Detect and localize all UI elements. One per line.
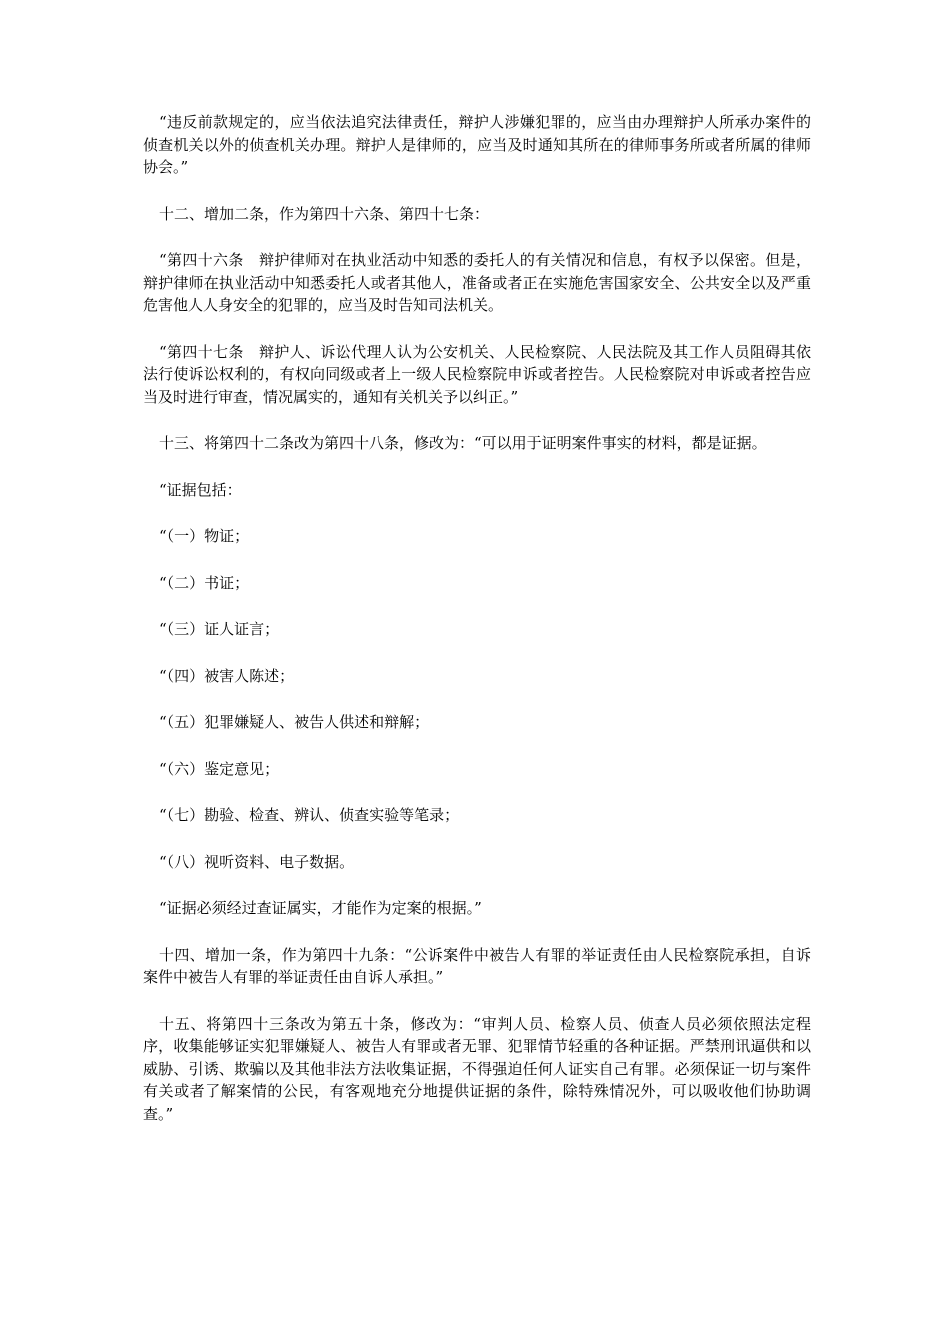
paragraph-item-15: 十五、将第四十三条改为第五十条，修改为：“审判人员、检察人员、侦查人员必须依照法定程序，收集能够证实犯罪嫌疑人、被告人有罪或者无罪、犯罪情节轻重的各种证据。严禁刑讯逼供和以威胁、引诱、欺骗以及其他非法方法收集证据，不得强迫任何人证实自己有罪。必须保证一切与案件有关或者了解案情的公民，有客观地充分地提供证据的条件，除特殊情况外，可以吸收他们协助调查。” bbox=[143, 1014, 811, 1123]
list-item-evidence-1: “（一）物证； bbox=[159, 527, 250, 545]
paragraph-article-quote-violation: “违反前款规定的，应当依法追究法律责任，辩护人涉嫌犯罪的，应当由办理辩护人所承办案件的侦查机关以外的侦查机关办理。辩护人是律师的，应当及时通知其所在的律师事务所或者所属的律师协会。” bbox=[143, 113, 811, 176]
paragraph-article-47: “第四十七条 辩护人、诉讼代理人认为公安机关、人民检察院、人民法院及其工作人员阻碍其依法行使诉讼权利的，有权向同级或者上一级人民检察院申诉或者控告。人民检察院对申诉或者控告应当及时进行审查，情况属实的，通知有关机关予以纠正。” bbox=[143, 342, 811, 406]
list-item-evidence-4: “（四）被害人陈述； bbox=[159, 666, 295, 685]
paragraph-evidence-verification: “证据必须经过查证属实，才能作为定案的根据。” bbox=[159, 899, 482, 917]
list-item-evidence-5: “（五）犯罪嫌疑人、被告人供述和辩解； bbox=[159, 713, 430, 731]
paragraph-item-14: 十四、增加一条，作为第四十九条：“公诉案件中被告人有罪的举证责任由人民检察院承担，自诉案件中被告人有罪的举证责任由自诉人承担。” bbox=[143, 945, 811, 986]
document-body bbox=[143, 111, 811, 1149]
list-item-evidence-6: “（六）鉴定意见； bbox=[159, 759, 280, 778]
list-item-evidence-7: “（七）勘验、检查、辨认、侦查实验等笔录； bbox=[159, 806, 460, 824]
list-item-evidence-8: “（八）视听资料、电子数据。 bbox=[159, 852, 355, 871]
paragraph-article-46: “第四十六条 辩护律师对在执业活动中知悉的委托人的有关情况和信息，有权予以保密。但是，辩护律师在执业活动中知悉委托人或者其他人，准备或者正在实施危害国家安全、公共安全以及严重危害他人人身安全的犯罪的，应当及时告知司法机关。 bbox=[143, 251, 811, 314]
list-item-evidence-3: “（三）证人证言； bbox=[159, 620, 280, 638]
paragraph-item-12: 十二、增加二条，作为第四十六条、第四十七条： bbox=[159, 204, 490, 223]
paragraph-item-13: 十三、将第四十二条改为第四十八条，修改为：“可以用于证明案件事实的材料，都是证据。 bbox=[159, 434, 767, 452]
list-item-evidence-2: “（二）书证； bbox=[159, 573, 250, 592]
paragraph-evidence-includes: “证据包括： bbox=[159, 480, 242, 499]
